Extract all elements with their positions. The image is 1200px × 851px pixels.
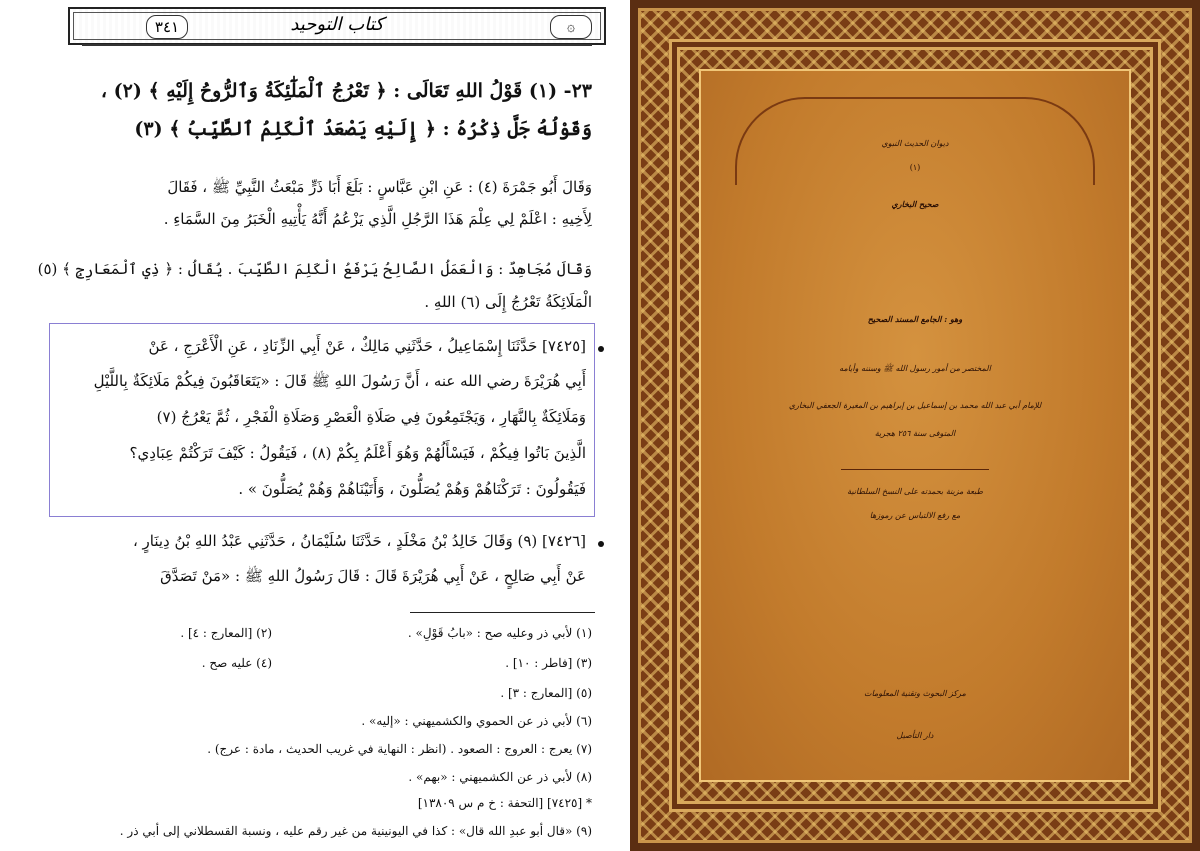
cover-title: صحيح البخاري xyxy=(891,199,939,209)
hadith-line: أَبِي هُرَيْرَةَ رضي الله عنه ، أَنَّ رَسُولَ اللهِ ﷺ قَالَ : «يَتَعَاقَبُونَ فِيكُمْ مَلَائِكَةٌ بِاللَّيْلِ xyxy=(93,372,586,390)
footnote: (٧) يعرج : العروج : الصعود . (انظر : النهاية في غريب الحديث ، مادة : عرج) . xyxy=(207,742,592,756)
chapter-heading-line2: وَقَوْلُهُ جَلَّ ذِكْرُهُ : ﴿ إِلَيْهِ يَصْعَدُ ٱلْكَلِمُ ٱلطَّيِّبُ ﴾ (٣) xyxy=(134,118,592,140)
cover-volume: (١) xyxy=(909,163,921,172)
cover-publisher: دار التأصيل xyxy=(896,731,934,740)
cover-edition: طبعة مزينة بحمدته على النسخ السلطانية xyxy=(847,487,983,496)
running-title: كتاب التوحيد xyxy=(290,14,384,35)
paragraph-line: الْمَلَائِكَةُ تَعْرُجُ إِلَى (٦) اللهِ . xyxy=(424,293,592,311)
footnote: (٨) لأبي ذر عن الكشميهني : «بهم» . xyxy=(408,770,592,784)
footnote: (٩) «قال أبو عبدِ الله قال» : كذا في اليونينية من غير رقم عليه ، ونسبة القسطلاني إلى أبي ذر . xyxy=(119,824,592,838)
footnote: (٦) لأبي ذر عن الحموي والكشميهني : «إليه» . xyxy=(361,714,592,728)
chapter-heading-line1: ٢٣- (١) قَوْلُ اللهِ تَعَالَى : ﴿ تَعْرُجُ ٱلْمَلَٰٓئِكَةُ وَٱلرُّوحُ إِلَيْهِ ﴾ (٢) ، xyxy=(100,80,592,102)
ornamental-border xyxy=(638,8,1192,843)
hadith-line: فَيَقُولُونَ : تَرَكْنَاهُمْ وَهُمْ يُصَلُّونَ ، وَأَتَيْنَاهُمْ وَهُمْ يُصَلُّونَ » . xyxy=(238,480,586,498)
paragraph-line: لِأَخِيهِ : اعْلَمْ لِي عِلْمَ هَذَا الرَّجُلِ الَّذِي يَزْعُمُ أَنَّهُ يَأْتِيهِ الْخَبَرُ مِنَ السَّمَاءِ . xyxy=(163,210,592,228)
bullet-icon xyxy=(598,346,604,352)
cover-subtitle: وهو : الجامع المسند الصحيح xyxy=(867,314,963,324)
page-header xyxy=(68,7,606,45)
corner-ornament-icon: ۞ xyxy=(550,15,592,39)
hadith-line: [٧٤٢٦] (٩) وَقَالَ خَالِدُ بْنُ مَخْلَدٍ ، حَدَّثَنَا سُلَيْمَانُ ، حَدَّثَنِي عَبْدُ اللهِ بْنُ دِينَارٍ ، xyxy=(132,532,586,550)
book-cover xyxy=(630,0,1200,851)
paragraph-line: وَقَالَ مُجَاهِدٌ : وَالْعَمَلُ الصَّالِحُ يَرْفَعُ الْكَلِمَ الطَّيِّبَ . يُقَالُ : ﴿ ذِي ٱلْمَعَارِجِ ﴾ (٥) xyxy=(37,260,592,278)
bullet-icon xyxy=(598,541,604,547)
header-rule xyxy=(82,44,592,46)
cover-series: ديوان الحديث النبوي xyxy=(881,139,949,148)
footnote-separator xyxy=(410,612,595,613)
paragraph-line: وَقَالَ أَبُو جَمْرَةَ (٤) : عَنِ ابْنِ عَبَّاسٍ : بَلَغَ أَبَا ذَرٍّ مَبْعَثُ النَّبِيِّ ﷺ ، فَقَالَ xyxy=(167,178,592,196)
footnote: (٣) [فاطر : ١٠] . xyxy=(505,656,592,670)
page-number: ٣٤١ xyxy=(146,15,188,39)
cover-description: المختصر من أمور رسول الله ﷺ وسننه وأيامه xyxy=(839,364,991,373)
cover-panel xyxy=(699,69,1131,782)
footnote: (٢) [المعارج : ٤] . xyxy=(180,626,272,640)
footnote: * [٧٤٢٥] [التحفة : خ م س ١٣٨٠٩] xyxy=(417,796,592,810)
hadith-line: وَمَلَائِكَةٌ بِالنَّهَارِ ، وَيَجْتَمِعُونَ فِي صَلَاةِ الْعَصْرِ وَصَلَاةِ الْفَجْرِ ، ثُمَّ يَعْرُجُ (٧) xyxy=(156,408,586,426)
cover-publisher-center: مركز البحوث وتقنية المعلومات xyxy=(864,689,966,698)
hadith-line: الَّذِينَ بَاتُوا فِيكُمْ ، فَيَسْأَلُهُمْ وَهُوَ أَعْلَمُ بِكُمْ (٨) ، فَيَقُولُ : كَيْفَ تَرَكْتُمْ عِبَادِي؟ xyxy=(129,444,586,462)
footnote: (٥) [المعارج : ٣] . xyxy=(500,686,592,700)
hadith-line: عَنْ أَبِي صَالِحٍ ، عَنْ أَبِي هُرَيْرَةَ قَالَ : قَالَ رَسُولُ اللهِ ﷺ : «مَنْ تَصَدَّقَ xyxy=(160,567,586,585)
footnote: (٤) عليه صح . xyxy=(201,656,272,670)
divider xyxy=(841,469,989,470)
cover-edition-note: مع رفع الالتباس عن رموزها xyxy=(869,511,961,520)
footnote: (١) لأبي ذر وعليه صح : «بابُ قَوْلِ» . xyxy=(407,626,592,640)
cover-death-year: المتوفى سنة ٢٥٦ هجرية xyxy=(874,429,956,438)
hadith-line: [٧٤٢٥] حَدَّثَنَا إِسْمَاعِيلُ ، حَدَّثَنِي مَالِكٌ ، عَنْ أَبِي الزِّنَادِ ، عَنِ الْأَعْرَجِ ، عَنْ xyxy=(148,337,586,355)
cover-author: للإمام أبي عبد الله محمد بن إسماعيل بن إبراهيم بن المغيرة الجعفي البخاري xyxy=(788,401,1042,410)
